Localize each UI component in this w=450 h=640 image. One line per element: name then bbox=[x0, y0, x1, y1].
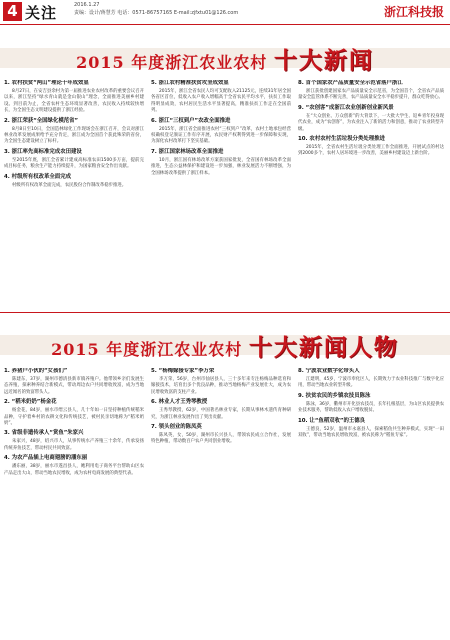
page-number: 4 bbox=[3, 2, 22, 21]
news-column-1 bbox=[4, 80, 144, 308]
people-body: 陈凤英，女，50岁，湖州市长兴县人，带领农民成立合作社，发展特色种植，带动数百户农户共同创业增收。 bbox=[151, 433, 291, 445]
news-body: 8月27日，在安吉县余村为第一届推进农业农村改革的重要会议召开以来，浙江坚持“绿水青山就是金山银山”理念，全面推进美丽乡村建设。到目前为止，全省农村生态环境显著改善，农民收入持续较快增长，为全国生态文明建设提供了浙江经验。 bbox=[4, 89, 144, 114]
people-headline: 9. 扶贫农民的乡镇农技员陈泳 bbox=[298, 392, 371, 399]
news-headline: 9. “农创客”成浙江农业创新创业新风景 bbox=[298, 104, 394, 111]
news-column-3 bbox=[298, 80, 444, 308]
news-headline: 1. 农村扶贫“两山”理论十年成效显 bbox=[4, 80, 89, 86]
page-header bbox=[0, 0, 450, 24]
news-body: 10月，浙江国有林场改革方案获国家批复，全省国有林场改革全面推进，生态公益林保护和建设进一步加强，林业发展活力不断增强，为全国林场改革提供了浙江样本。 bbox=[151, 157, 291, 176]
bottom-banner bbox=[0, 315, 450, 363]
people-body: 杨金花，84岁，丽水市缙云县人，几十年如一日坚持种植传统稻米品种，守护着乡村的农耕文化和传统技艺，被村民亲切地称为“稻米奶奶”。 bbox=[4, 408, 144, 427]
bottom-banner-title bbox=[0, 329, 450, 362]
news-headline: 4. 村级所有权改革全面完成 bbox=[4, 173, 71, 180]
section-title: 关注 bbox=[25, 4, 58, 22]
people-headline: 5. “杨梅嫁接专家”李万荣 bbox=[151, 368, 215, 374]
people-headline: 1. 养猪户小伙的“女孩们” bbox=[4, 368, 68, 374]
bottom-title-prefix: 2015 年度浙江农业农村 bbox=[51, 340, 243, 359]
people-column-1 bbox=[4, 368, 144, 636]
people-body: 潘东丽，38岁，丽水市遂昌县人，她利用电子商务平台帮助山区农产品走出大山，带动当地农民增收，成为农村电商发展的典型代表。 bbox=[4, 464, 144, 476]
people-column-2 bbox=[151, 368, 291, 636]
editor-contact: 责编：设计/蒋慧芳 电话：0571-86757165 E-mail:zjfxtu01@126.com bbox=[74, 10, 239, 16]
people-headline: 7. 领头创业的陈凤英 bbox=[151, 424, 202, 431]
top-banner bbox=[0, 28, 450, 76]
news-headline: 5. 浙江农村精准扶贫攻坚成效显 bbox=[151, 80, 229, 86]
news-headline: 8. 首个国家农产品质量安全示范省落户浙江 bbox=[298, 80, 403, 86]
top-title-big: 十大新闻 bbox=[273, 47, 374, 74]
news-body: 8月8日至10日，全国造林绿化工作现场会在浙江召开，会议对浙江林业改革发展成果给予充分肯定，浙江成为全国首个获此殊荣的省份，为全国生态建设树立了标杆。 bbox=[4, 126, 144, 145]
people-body: 王秀琴教授，62岁，中国著名林业专家，长期从事林木遗传育种研究，为浙江林业发展作出了突出贡献。 bbox=[151, 408, 291, 420]
people-body: 陈建东，37岁，湖州市德清县新市镇养殖户。他带领乡亲们发展生态养殖，探索种养结合新模式，带动周边农户共同增收致富，成为当地远近闻名的致富带头人。 bbox=[4, 377, 144, 395]
news-body: 2015年，浙江省全面推进农村“三权到户”改革，农村土地承包经营权确权登记颁证工作有序开展，农民财产权利得到进一步保障和实现，为深化农村改革打下坚实基础。 bbox=[151, 126, 291, 145]
people-body: 江建明，45岁，宁波市奉化区人，长期致力于农业科技推广与数字化应用，带动当地农业转型升级。 bbox=[298, 377, 444, 389]
people-headline: 2. “稻米奶奶”杨金花 bbox=[4, 399, 57, 406]
people-body: 朱家兴，48岁，绍兴市人，从事传统水产养殖三十余年，传承发扬传统养鱼技艺，带动村民共同致富。 bbox=[4, 439, 144, 451]
people-headline: 10. 让“鱼稻双收”的王德良 bbox=[298, 417, 366, 424]
people-headline: 4. 为农产品插上电商翅膀的潘东丽 bbox=[4, 455, 88, 462]
top-title-prefix: 2015 年度浙江农业农村 bbox=[76, 53, 268, 72]
news-body: 在“大众创业、万众创新”的大背景下，一大批大学生、返乡青年投身现代农业，成为“农创客”，为农业注入了新的活力和创意，推动了农业转型升级。 bbox=[298, 113, 444, 132]
people-headline: 8. 宁波农业数字化带头人 bbox=[298, 368, 360, 374]
people-body: 王德良，52岁，温州市永嘉县人，探索稻鱼共生种养模式，实现“一田双收”，带动当地农民增收致富，被农民称为“稻鱼专家”。 bbox=[298, 426, 444, 439]
news-body: 浙江获批创建国家农产品质量安全示范省，为全国首个，全省农产品质量安全监管体系不断完善，农产品质量安全水平稳步提升，群众吃得放心。 bbox=[298, 89, 444, 101]
issue-date: 2016.1.27 bbox=[74, 2, 100, 8]
news-column-2 bbox=[151, 80, 291, 308]
news-headline: 6. 浙江“三权到户”农改全面推进 bbox=[151, 117, 231, 124]
news-body: 至2015年底，浙江全省累计建成高标准农田1500多万亩，提前完成目标任务，粮食生产能力持续提升，为国家粮食安全作出贡献。 bbox=[4, 157, 144, 170]
middle-rule bbox=[0, 312, 450, 313]
news-headline: 3. 浙江率先高标准完成农田建设 bbox=[4, 148, 82, 155]
header-rule bbox=[0, 24, 450, 25]
top-banner-title bbox=[0, 42, 450, 75]
people-headline: 3. 省级非遗传承人“赏鱼”朱家兴 bbox=[4, 430, 84, 437]
news-body: 村级所有权改革全面完成，农民股份合作制改革稳步推进。 bbox=[12, 182, 127, 188]
news-headline: 2. 浙江荣获“全国绿化模范省” bbox=[4, 117, 79, 124]
news-body: 2015年，全省农村生活垃圾分类处理工作全面推进，开展试点的村达到2000多个，农村人居环境进一步改善，美丽乡村建设迈上新台阶。 bbox=[298, 145, 444, 157]
people-body: 陈泳，36岁，衢州市开化县农技员，长年扎根基层，为山区农民提供农业技术服务，帮助低收入农户增收脱贫。 bbox=[298, 401, 444, 414]
news-body: 2015年，浙江全省农民人均可支配收入21125元，连续31年居全国各省区首位，低收入农户收入增幅高于全省农民平均水平，扶贫工作取得明显成效，农村居民生活水平显著提高，精准扶贫工作走在全国前列。 bbox=[151, 89, 291, 114]
people-column-3 bbox=[298, 368, 444, 636]
people-body: 李万荣，56岁，台州市仙居县人，三十多年来专注杨梅品种选育和嫁接技术，培育出多个优良品种，推动当地杨梅产业发展壮大，成为农民增收致富的支柱产业。 bbox=[151, 377, 291, 395]
bottom-title-big: 十大新闻人物 bbox=[248, 334, 399, 361]
people-headline: 6. 林业人才王秀琴教授 bbox=[151, 399, 208, 406]
news-headline: 10. 农村农村生活垃圾分类处理推进 bbox=[298, 136, 385, 143]
header-info bbox=[74, 1, 238, 17]
newspaper-name: 浙江科技报 bbox=[383, 5, 444, 19]
news-headline: 7. 浙江国家林场改革全面推进 bbox=[151, 148, 224, 155]
